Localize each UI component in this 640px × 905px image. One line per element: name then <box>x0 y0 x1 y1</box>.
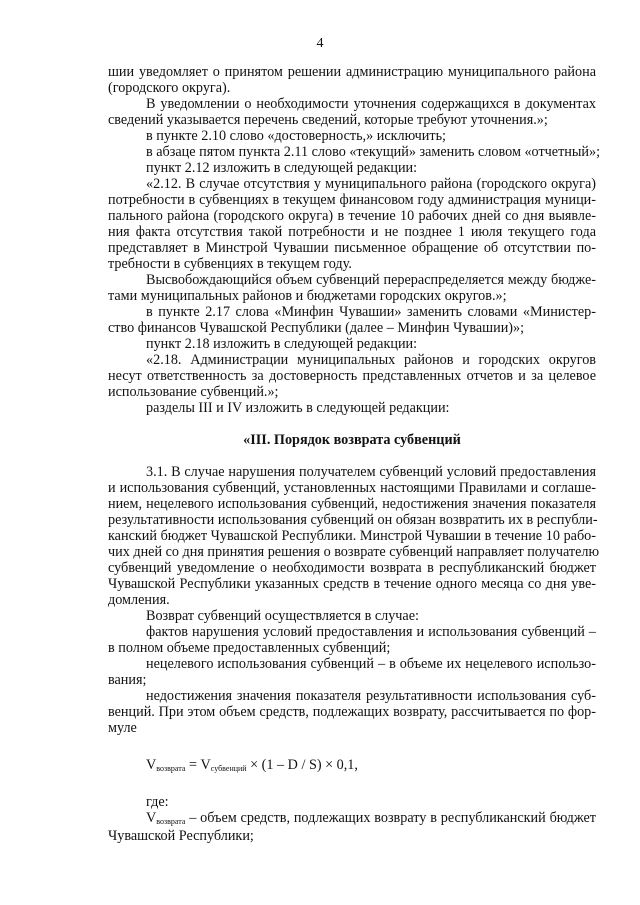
text-line: фактов нарушения условий предоставления и использования субвенций – <box>146 624 596 640</box>
formula-rest: × (1 – D / S) × 0,1, <box>246 757 358 773</box>
text-line: ство финансов Чувашской Республики (далее – Минфин Чувашии)»; <box>108 320 525 336</box>
text-line: в полном объеме предоставленных субвенций; <box>108 640 391 656</box>
definition-line <box>108 810 596 826</box>
text-line: сведений указывается перечень сведений, которые требуют уточнения.»; <box>108 112 548 128</box>
text-line: пункт 2.18 изложить в следующей редакции: <box>146 336 418 352</box>
text-line: канский бюджет Чувашской Республики. Минстрой Чувашии в течение 10 рабо- <box>108 528 596 544</box>
text-line: пального района (городского округа) в течение 10 рабочих дней со дня выявле- <box>108 208 596 224</box>
text-line: в пункте 2.10 слово «достоверность,» исключить; <box>146 128 446 144</box>
text-line: результативности использования субвенций он обязан возвратить их в республи- <box>108 512 598 528</box>
text-line: в абзаце пятом пункта 2.11 слово «текущий» заменить словом «отчетный»; <box>146 144 601 160</box>
text-line: муле <box>108 720 137 736</box>
text-line: разделы III и IV изложить в следующей редакции: <box>146 400 450 416</box>
text-line: шии уведомляет о принятом решении администрацию муниципального района <box>108 64 596 80</box>
document-body <box>108 64 601 844</box>
text-line: домления. <box>108 592 170 608</box>
formula-eq: = V <box>185 757 211 773</box>
formula-subscript: субвенций <box>210 764 247 773</box>
formula-v: V <box>146 757 157 773</box>
text-line: В уведомлении о необходимости уточнения содержащихся в документах <box>146 96 596 112</box>
text-line: Чувашской Республики указанных средств в течение одного месяца со дня уве- <box>108 576 596 592</box>
text-line: чих дней со дня принятия решения о возврате субвенций направляет получателю <box>108 544 600 560</box>
text-line: тами муниципальных районов и бюджетами городских округов.»; <box>108 288 507 304</box>
text-line: потребности в субвенциях в текущем финансовом году администрация муници- <box>108 192 596 208</box>
text-line: несут ответственность за достоверность представленных отчетов и за целевое <box>108 368 596 384</box>
text-line: нием, нецелевого использования субвенций, недостижения значения показателя <box>108 496 596 512</box>
text-line: использование субвенций.»; <box>108 384 279 400</box>
section-3-text <box>108 464 600 736</box>
definition-text: – объем средств, подлежащих возврату в республиканский бюджет <box>185 810 596 826</box>
text-line: субвенций уведомление о необходимости возврата в республиканский бюджет <box>108 560 596 576</box>
text-line: вания; <box>108 672 147 688</box>
definition-v: V <box>146 810 157 826</box>
text-line: и использования субвенций, установленных настоящими Правилами и соглаше- <box>108 480 596 496</box>
definition-subscript: возврата <box>156 817 186 826</box>
text-line: «2.12. В случае отсутствия у муниципального района (городского округа) <box>146 176 596 192</box>
definition-line-2: Чувашской Республики; <box>108 828 254 844</box>
text-line: 3.1. В случае нарушения получателем субвенций условий предоставления <box>146 464 596 480</box>
text-line: венций. При этом объем средств, подлежащих возврату, рассчитывается по фор- <box>108 704 596 720</box>
page-number: 4 <box>316 36 324 51</box>
text-line: представляет в Минстрой Чувашии письменное обращение об отсутствии по- <box>108 240 596 256</box>
formula <box>108 757 596 773</box>
where-label: где: <box>146 794 169 810</box>
section-heading: «III. Порядок возврата субвенций <box>243 432 461 448</box>
amendments-text <box>108 64 601 416</box>
text-line: Высвобождающийся объем субвенций перераспределяется между бюдже- <box>146 272 596 288</box>
text-line: Возврат субвенций осуществляется в случае: <box>146 608 419 624</box>
formula-subscript: возврата <box>156 764 186 773</box>
text-line: в пункте 2.17 слова «Минфин Чувашии» заменить словами «Министер- <box>146 304 596 320</box>
text-line: нецелевого использования субвенций – в объеме их нецелевого использо- <box>146 656 596 672</box>
text-line: «2.18. Администрации муниципальных районов и городских округов <box>146 352 596 368</box>
text-line: требности в субвенциях в текущем году. <box>108 256 352 272</box>
text-line: ния факта отсутствия такой потребности и не позднее 1 июля текущего года <box>108 224 596 240</box>
text-line: пункт 2.12 изложить в следующей редакции: <box>146 160 418 176</box>
text-line: (городского округа). <box>108 80 231 96</box>
text-line: недостижения значения показателя результативности использования суб- <box>146 688 596 704</box>
